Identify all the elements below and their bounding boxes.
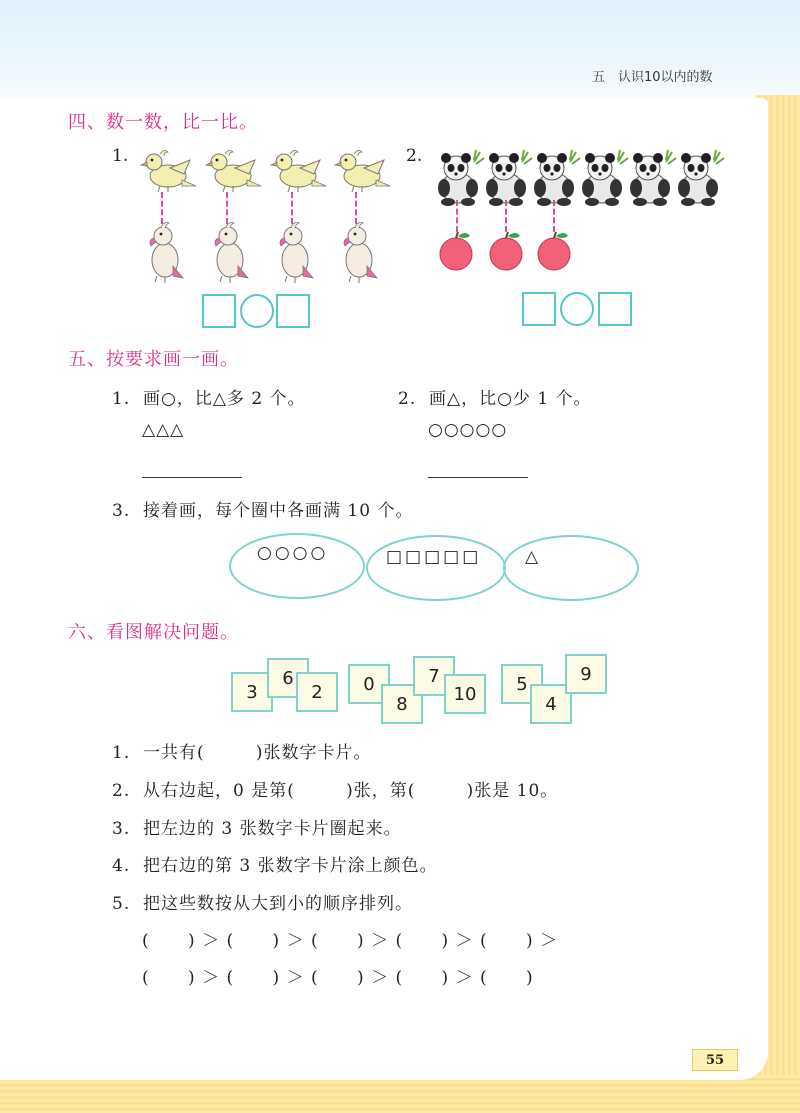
problem-question-1: 1. 一共有( )张数字卡片。	[112, 743, 372, 763]
comparison-circle[interactable]	[240, 294, 274, 328]
pandas-apples-illustration	[432, 142, 732, 277]
bird-2	[206, 150, 261, 192]
drawing-line[interactable]	[428, 477, 528, 478]
item-1-label: 1.	[112, 146, 129, 166]
answer-box[interactable]	[522, 292, 556, 326]
panda-3	[534, 150, 580, 206]
bird-4	[335, 150, 390, 192]
comparison-circle[interactable]	[560, 292, 594, 326]
square-oval-2[interactable]	[366, 535, 506, 601]
number-card[interactable]: 9	[565, 654, 607, 694]
panda-2	[486, 150, 532, 206]
draw-question-3: 3. 接着画，每个圈中各画满 10 个。	[112, 501, 414, 521]
order-row-1[interactable]: ( ) ＞ ( ) ＞ ( ) ＞ ( ) ＞ ( ) ＞	[142, 931, 559, 951]
apple-1	[440, 232, 472, 270]
apple-3	[538, 232, 570, 270]
panda-6	[678, 150, 724, 206]
number-card[interactable]: 5	[501, 664, 543, 704]
bird-1	[141, 150, 196, 192]
answer-box[interactable]	[276, 294, 310, 328]
match-line	[226, 192, 228, 224]
match-line	[553, 200, 555, 232]
parrot-4	[344, 223, 377, 284]
given-circles: ○○○○○	[428, 420, 508, 440]
match-line	[355, 192, 357, 224]
oval-content-triangle: △	[525, 547, 542, 567]
match-line	[456, 200, 458, 232]
answer-box[interactable]	[202, 294, 236, 328]
drawing-line[interactable]	[142, 477, 242, 478]
number-card[interactable]: 0	[348, 664, 390, 704]
match-line	[161, 192, 163, 224]
page-stack-bottom	[0, 1075, 800, 1113]
given-triangles: △△△	[142, 420, 185, 440]
number-card[interactable]: 2	[296, 672, 338, 712]
problem-question-2: 2. 从右边起，0 是第( )张，第( )张是 10。	[112, 781, 559, 801]
number-card[interactable]: 4	[530, 684, 572, 724]
section-5-title: 五、按要求画一画。	[68, 349, 239, 370]
section-4-title: 四、数一数，比一比。	[68, 112, 258, 133]
apple-2	[490, 232, 522, 270]
number-card[interactable]: 3	[231, 672, 273, 712]
chapter-header: 五 认识10以内的数	[592, 70, 713, 85]
answer-box[interactable]	[598, 292, 632, 326]
panda-1	[438, 150, 484, 206]
match-line	[505, 200, 507, 232]
draw-question-2: 2. 画△，比○少 1 个。	[398, 389, 592, 409]
parrot-1	[150, 223, 183, 284]
problem-question-3: 3. 把左边的 3 张数字卡片圈起来。	[112, 819, 402, 839]
number-card[interactable]: 10	[444, 674, 486, 714]
item-2-label: 2.	[406, 146, 423, 166]
parrot-3	[280, 223, 313, 284]
page-number: 55	[692, 1049, 738, 1071]
number-card[interactable]: 8	[381, 684, 423, 724]
panda-5	[630, 150, 676, 206]
oval-content-squares: □□□□□	[386, 547, 482, 567]
problem-question-5: 5. 把这些数按从大到小的顺序排列。	[112, 894, 414, 914]
draw-question-1: 1. 画○，比△多 2 个。	[112, 389, 306, 409]
number-card[interactable]: 7	[413, 656, 455, 696]
order-row-2[interactable]: ( ) ＞ ( ) ＞ ( ) ＞ ( ) ＞ ( )	[142, 968, 534, 988]
parrot-2	[215, 223, 248, 284]
triangle-oval-3[interactable]	[503, 535, 639, 601]
bird-3	[271, 150, 326, 192]
panda-4	[582, 150, 628, 206]
oval-content-circles: ○○○○	[257, 543, 329, 563]
circle-oval-1[interactable]	[229, 533, 365, 599]
number-card[interactable]: 6	[267, 658, 309, 698]
section-6-title: 六、看图解决问题。	[68, 622, 239, 643]
problem-question-4: 4. 把右边的第 3 张数字卡片涂上颜色。	[112, 856, 438, 876]
match-line	[291, 192, 293, 224]
